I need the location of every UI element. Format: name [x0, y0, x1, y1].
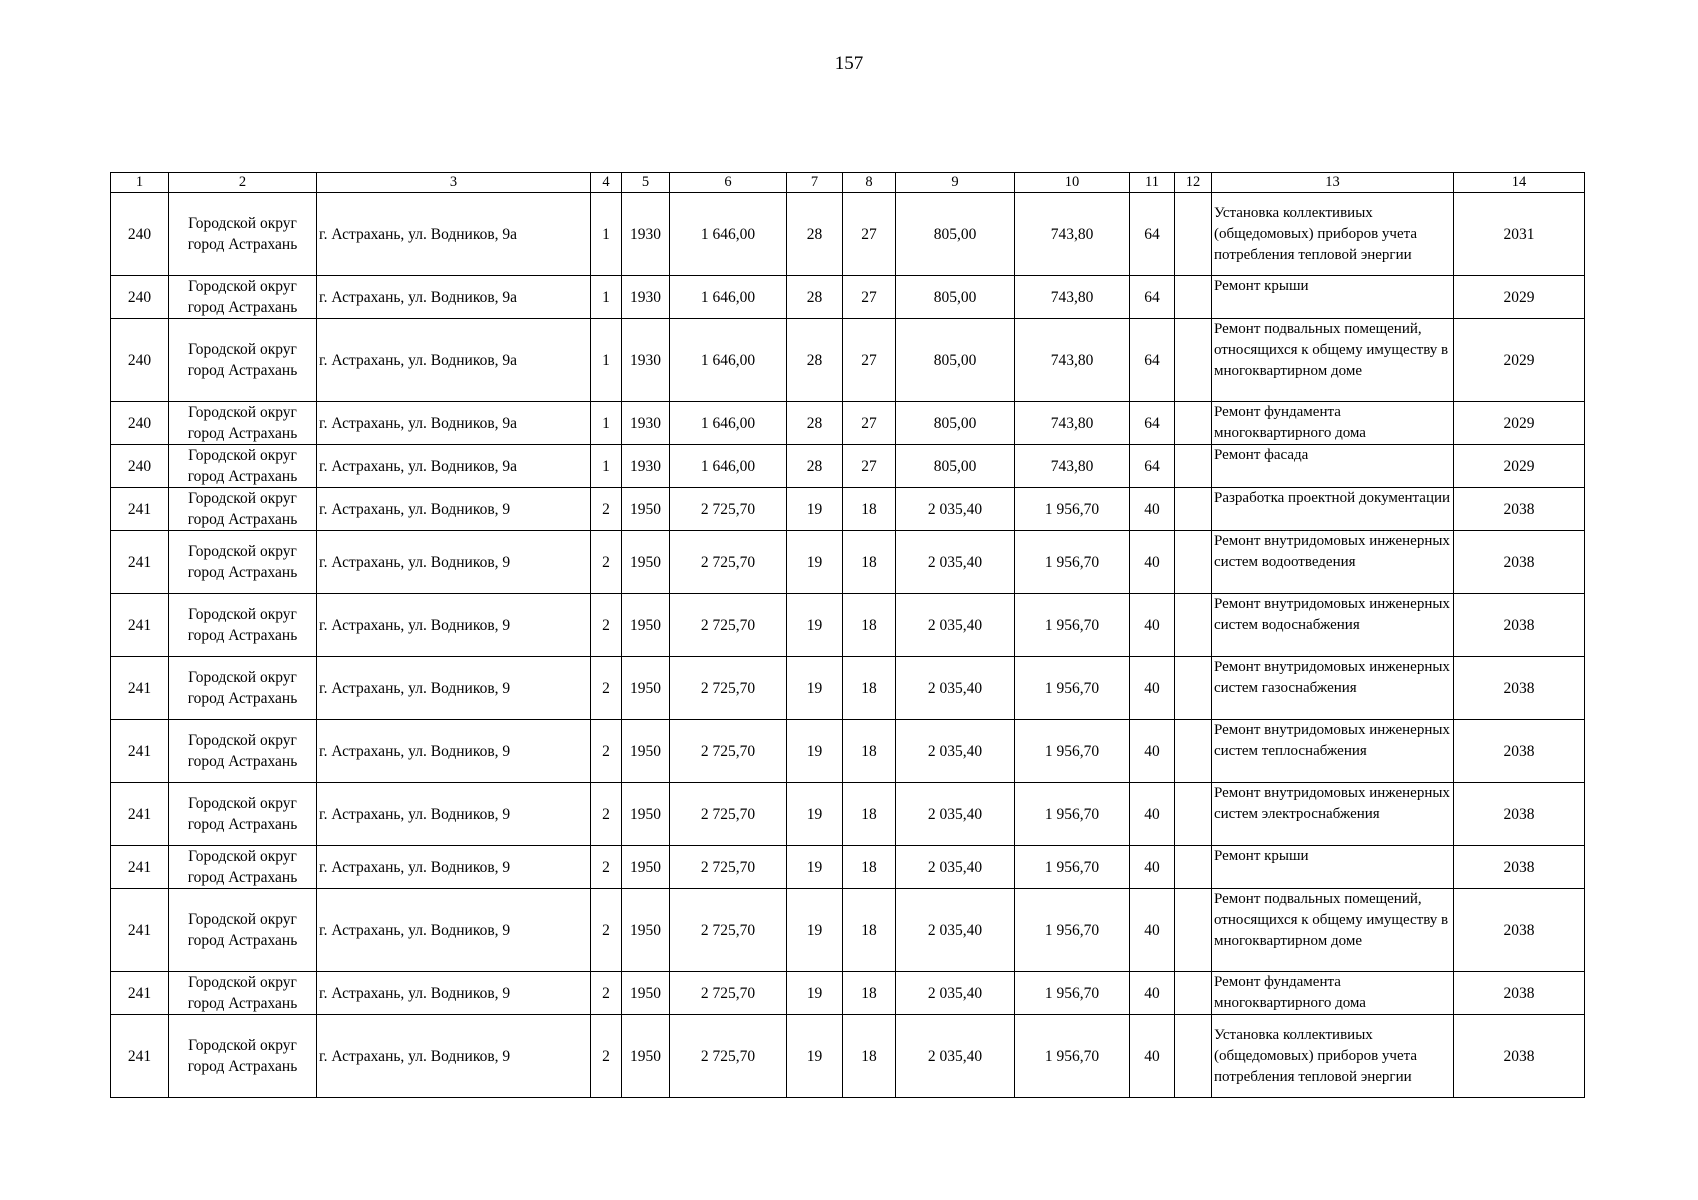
c8-cell: 27	[843, 319, 896, 402]
work-type-cell	[1212, 402, 1454, 445]
c9-cell: 805,00	[896, 445, 1015, 488]
c6-cell: 2 725,70	[670, 594, 787, 657]
row-number-cell: 241	[111, 846, 169, 889]
planned-year-cell: 2029	[1454, 402, 1585, 445]
work-type-cell	[1212, 720, 1454, 783]
address-cell: г. Астрахань, ул. Водников, 9	[317, 657, 591, 720]
municipality-cell	[169, 531, 317, 594]
work-type-text: Ремонт внутридомовых инженерных систем газоснабжения	[1214, 659, 1450, 696]
work-type-text: Ремонт внутридомовых инженерных систем водоотведения	[1214, 533, 1450, 570]
c4-cell: 2	[591, 889, 622, 972]
c4-cell: 1	[591, 402, 622, 445]
planned-year-cell: 2029	[1454, 319, 1585, 402]
table-row	[111, 594, 1585, 657]
c11-cell: 40	[1130, 531, 1175, 594]
table-row	[111, 1015, 1585, 1098]
work-type-text: Установка коллективиых (общедомовых) приборов учета потребления тепловой энергии	[1214, 205, 1417, 263]
c11-cell: 64	[1130, 319, 1175, 402]
year-built-cell: 1950	[622, 1015, 670, 1098]
c10-cell: 743,80	[1015, 276, 1130, 319]
c10-cell: 1 956,70	[1015, 720, 1130, 783]
c12-cell	[1175, 193, 1212, 276]
c7-cell: 28	[787, 319, 843, 402]
table-row	[111, 276, 1585, 319]
municipality-text: Городской округ город Астрахань	[187, 490, 298, 528]
c11-cell: 40	[1130, 720, 1175, 783]
c11-cell: 40	[1130, 594, 1175, 657]
c12-cell	[1175, 889, 1212, 972]
municipality-cell	[169, 276, 317, 319]
work-type-text: Ремонт внутридомовых инженерных систем теплоснабжения	[1214, 722, 1450, 759]
work-type-cell	[1212, 889, 1454, 972]
c12-cell	[1175, 783, 1212, 846]
year-built-cell: 1950	[622, 846, 670, 889]
address-cell: г. Астрахань, ул. Водников, 9	[317, 1015, 591, 1098]
c7-cell: 19	[787, 531, 843, 594]
work-type-text: Ремонт подвальных помещений, относящихся к общему имуществу в многоквартирном доме	[1214, 891, 1449, 949]
c9-cell: 805,00	[896, 319, 1015, 402]
planned-year-cell: 2038	[1454, 488, 1585, 531]
row-number-cell: 241	[111, 972, 169, 1015]
table-row	[111, 445, 1585, 488]
address-cell: г. Астрахань, ул. Водников, 9	[317, 783, 591, 846]
column-number-cell: 12	[1175, 173, 1212, 193]
c4-cell: 2	[591, 720, 622, 783]
year-built-cell: 1930	[622, 445, 670, 488]
c6-cell: 2 725,70	[670, 972, 787, 1015]
c9-cell: 2 035,40	[896, 889, 1015, 972]
work-type-cell	[1212, 319, 1454, 402]
c8-cell: 18	[843, 846, 896, 889]
municipality-cell	[169, 445, 317, 488]
c4-cell: 1	[591, 445, 622, 488]
c10-cell: 1 956,70	[1015, 972, 1130, 1015]
municipality-text: Городской округ город Астрахань	[187, 543, 298, 581]
work-type-cell	[1212, 846, 1454, 889]
c10-cell: 743,80	[1015, 319, 1130, 402]
municipality-cell	[169, 488, 317, 531]
row-number-cell: 241	[111, 488, 169, 531]
column-number-cell: 3	[317, 173, 591, 193]
c7-cell: 19	[787, 783, 843, 846]
c6-cell: 2 725,70	[670, 657, 787, 720]
c8-cell: 18	[843, 783, 896, 846]
address-cell: г. Астрахань, ул. Водников, 9а	[317, 193, 591, 276]
column-number-cell: 2	[169, 173, 317, 193]
work-type-text: Установка коллективиых (общедомовых) приборов учета потребления тепловой энергии	[1214, 1027, 1417, 1085]
municipality-cell	[169, 402, 317, 445]
c10-cell: 743,80	[1015, 402, 1130, 445]
c4-cell: 1	[591, 319, 622, 402]
c12-cell	[1175, 488, 1212, 531]
work-type-text: Ремонт крыши	[1214, 278, 1309, 294]
row-number-cell: 240	[111, 445, 169, 488]
work-type-text: Ремонт фасада	[1214, 447, 1309, 463]
repair-schedule-table	[110, 172, 1585, 1098]
c7-cell: 28	[787, 276, 843, 319]
address-cell: г. Астрахань, ул. Водников, 9	[317, 889, 591, 972]
c7-cell: 19	[787, 889, 843, 972]
c7-cell: 19	[787, 846, 843, 889]
municipality-cell	[169, 594, 317, 657]
table-row	[111, 193, 1585, 276]
planned-year-cell: 2038	[1454, 657, 1585, 720]
c7-cell: 28	[787, 193, 843, 276]
row-number-cell: 241	[111, 594, 169, 657]
c4-cell: 1	[591, 193, 622, 276]
c6-cell: 2 725,70	[670, 889, 787, 972]
work-type-cell	[1212, 594, 1454, 657]
c9-cell: 805,00	[896, 193, 1015, 276]
c8-cell: 27	[843, 402, 896, 445]
c6-cell: 2 725,70	[670, 846, 787, 889]
address-cell: г. Астрахань, ул. Водников, 9	[317, 531, 591, 594]
planned-year-cell: 2029	[1454, 276, 1585, 319]
municipality-text: Городской округ город Астрахань	[187, 669, 298, 707]
c9-cell: 805,00	[896, 276, 1015, 319]
c10-cell: 1 956,70	[1015, 657, 1130, 720]
c12-cell	[1175, 402, 1212, 445]
work-type-text: Ремонт внутридомовых инженерных систем водоснабжения	[1214, 596, 1450, 633]
table-row	[111, 531, 1585, 594]
c7-cell: 19	[787, 972, 843, 1015]
c10-cell: 1 956,70	[1015, 783, 1130, 846]
municipality-cell	[169, 846, 317, 889]
planned-year-cell: 2038	[1454, 889, 1585, 972]
c11-cell: 40	[1130, 783, 1175, 846]
table-row	[111, 402, 1585, 445]
municipality-text: Городской округ город Астрахань	[187, 795, 298, 833]
c6-cell: 1 646,00	[670, 445, 787, 488]
table-row	[111, 846, 1585, 889]
c12-cell	[1175, 319, 1212, 402]
c11-cell: 64	[1130, 193, 1175, 276]
table-row	[111, 720, 1585, 783]
c7-cell: 28	[787, 402, 843, 445]
c10-cell: 1 956,70	[1015, 488, 1130, 531]
c9-cell: 2 035,40	[896, 1015, 1015, 1098]
municipality-cell	[169, 972, 317, 1015]
c6-cell: 2 725,70	[670, 783, 787, 846]
planned-year-cell: 2038	[1454, 720, 1585, 783]
municipality-text: Городской округ город Астрахань	[187, 215, 298, 253]
c12-cell	[1175, 445, 1212, 488]
c12-cell	[1175, 657, 1212, 720]
column-number-cell: 14	[1454, 173, 1585, 193]
c9-cell: 2 035,40	[896, 846, 1015, 889]
year-built-cell: 1950	[622, 783, 670, 846]
c4-cell: 2	[591, 488, 622, 531]
municipality-text: Городской округ город Астрахань	[187, 278, 298, 316]
municipality-cell	[169, 193, 317, 276]
c8-cell: 27	[843, 445, 896, 488]
municipality-text: Городской округ город Астрахань	[187, 848, 298, 886]
address-cell: г. Астрахань, ул. Водников, 9а	[317, 445, 591, 488]
column-number-cell: 10	[1015, 173, 1130, 193]
municipality-text: Городской округ город Астрахань	[187, 447, 298, 485]
row-number-cell: 241	[111, 657, 169, 720]
row-number-cell: 241	[111, 889, 169, 972]
c8-cell: 18	[843, 720, 896, 783]
table-row	[111, 657, 1585, 720]
c7-cell: 28	[787, 445, 843, 488]
row-number-cell: 241	[111, 783, 169, 846]
planned-year-cell: 2038	[1454, 972, 1585, 1015]
c4-cell: 2	[591, 1015, 622, 1098]
c4-cell: 2	[591, 531, 622, 594]
c6-cell: 1 646,00	[670, 193, 787, 276]
c12-cell	[1175, 594, 1212, 657]
c10-cell: 743,80	[1015, 193, 1130, 276]
year-built-cell: 1950	[622, 594, 670, 657]
municipality-text: Городской округ город Астрахань	[187, 974, 298, 1012]
row-number-cell: 240	[111, 193, 169, 276]
table-row	[111, 488, 1585, 531]
table-row	[111, 972, 1585, 1015]
municipality-text: Городской округ город Астрахань	[187, 404, 298, 442]
year-built-cell: 1950	[622, 720, 670, 783]
repair-schedule-table-wrap	[110, 172, 1585, 1098]
c4-cell: 2	[591, 846, 622, 889]
planned-year-cell: 2029	[1454, 445, 1585, 488]
work-type-cell	[1212, 783, 1454, 846]
c4-cell: 2	[591, 657, 622, 720]
c12-cell	[1175, 972, 1212, 1015]
work-type-text: Ремонт внутридомовых инженерных систем электроснабжения	[1214, 785, 1450, 822]
column-number-cell: 6	[670, 173, 787, 193]
planned-year-cell: 2038	[1454, 783, 1585, 846]
column-number-cell: 13	[1212, 173, 1454, 193]
column-number-cell: 7	[787, 173, 843, 193]
c8-cell: 18	[843, 594, 896, 657]
municipality-text: Городской округ город Астрахань	[187, 341, 298, 379]
c7-cell: 19	[787, 594, 843, 657]
c6-cell: 1 646,00	[670, 402, 787, 445]
municipality-text: Городской округ город Астрахань	[187, 606, 298, 644]
work-type-cell	[1212, 1015, 1454, 1098]
year-built-cell: 1950	[622, 972, 670, 1015]
c9-cell: 2 035,40	[896, 531, 1015, 594]
work-type-cell	[1212, 488, 1454, 531]
column-number-cell: 1	[111, 173, 169, 193]
c8-cell: 18	[843, 889, 896, 972]
work-type-cell	[1212, 531, 1454, 594]
c12-cell	[1175, 276, 1212, 319]
c10-cell: 1 956,70	[1015, 531, 1130, 594]
c10-cell: 1 956,70	[1015, 594, 1130, 657]
address-cell: г. Астрахань, ул. Водников, 9	[317, 594, 591, 657]
c9-cell: 2 035,40	[896, 783, 1015, 846]
c6-cell: 2 725,70	[670, 1015, 787, 1098]
municipality-cell	[169, 783, 317, 846]
municipality-cell	[169, 657, 317, 720]
c7-cell: 19	[787, 488, 843, 531]
municipality-cell	[169, 319, 317, 402]
c6-cell: 1 646,00	[670, 319, 787, 402]
year-built-cell: 1950	[622, 531, 670, 594]
table-row	[111, 889, 1585, 972]
municipality-cell	[169, 889, 317, 972]
c11-cell: 64	[1130, 402, 1175, 445]
c7-cell: 19	[787, 720, 843, 783]
column-number-cell: 8	[843, 173, 896, 193]
address-cell: г. Астрахань, ул. Водников, 9	[317, 846, 591, 889]
work-type-cell	[1212, 657, 1454, 720]
row-number-cell: 241	[111, 720, 169, 783]
municipality-text: Городской округ город Астрахань	[187, 732, 298, 770]
c9-cell: 2 035,40	[896, 972, 1015, 1015]
table-row	[111, 319, 1585, 402]
c10-cell: 1 956,70	[1015, 1015, 1130, 1098]
c11-cell: 64	[1130, 445, 1175, 488]
planned-year-cell: 2031	[1454, 193, 1585, 276]
row-number-cell: 240	[111, 276, 169, 319]
c9-cell: 2 035,40	[896, 720, 1015, 783]
year-built-cell: 1950	[622, 889, 670, 972]
work-type-cell	[1212, 972, 1454, 1015]
c4-cell: 2	[591, 594, 622, 657]
column-number-cell: 9	[896, 173, 1015, 193]
c11-cell: 40	[1130, 846, 1175, 889]
year-built-cell: 1930	[622, 319, 670, 402]
planned-year-cell: 2038	[1454, 846, 1585, 889]
work-type-text: Ремонт фундамента многоквартирного дома	[1214, 974, 1366, 1011]
year-built-cell: 1930	[622, 402, 670, 445]
c6-cell: 2 725,70	[670, 488, 787, 531]
c11-cell: 64	[1130, 276, 1175, 319]
c12-cell	[1175, 846, 1212, 889]
c12-cell	[1175, 720, 1212, 783]
c10-cell: 1 956,70	[1015, 889, 1130, 972]
column-number-row	[111, 173, 1585, 193]
year-built-cell: 1950	[622, 657, 670, 720]
c6-cell: 2 725,70	[670, 720, 787, 783]
work-type-cell	[1212, 276, 1454, 319]
c9-cell: 2 035,40	[896, 657, 1015, 720]
work-type-cell	[1212, 445, 1454, 488]
address-cell: г. Астрахань, ул. Водников, 9а	[317, 276, 591, 319]
c7-cell: 19	[787, 657, 843, 720]
work-type-text: Ремонт подвальных помещений, относящихся к общему имуществу в многоквартирном доме	[1214, 321, 1449, 379]
c11-cell: 40	[1130, 889, 1175, 972]
municipality-cell	[169, 1015, 317, 1098]
c12-cell	[1175, 1015, 1212, 1098]
c8-cell: 18	[843, 972, 896, 1015]
column-number-cell: 5	[622, 173, 670, 193]
c4-cell: 2	[591, 783, 622, 846]
c11-cell: 40	[1130, 1015, 1175, 1098]
column-number-cell: 4	[591, 173, 622, 193]
c8-cell: 27	[843, 276, 896, 319]
address-cell: г. Астрахань, ул. Водников, 9а	[317, 402, 591, 445]
municipality-cell	[169, 720, 317, 783]
column-number-cell: 11	[1130, 173, 1175, 193]
row-number-cell: 241	[111, 531, 169, 594]
year-built-cell: 1950	[622, 488, 670, 531]
address-cell: г. Астрахань, ул. Водников, 9а	[317, 319, 591, 402]
municipality-text: Городской округ город Астрахань	[187, 911, 298, 949]
planned-year-cell: 2038	[1454, 1015, 1585, 1098]
c4-cell: 1	[591, 276, 622, 319]
work-type-text: Ремонт крыши	[1214, 848, 1309, 864]
planned-year-cell: 2038	[1454, 531, 1585, 594]
page-number: 157	[834, 53, 864, 74]
c4-cell: 2	[591, 972, 622, 1015]
c9-cell: 2 035,40	[896, 488, 1015, 531]
c8-cell: 27	[843, 193, 896, 276]
c8-cell: 18	[843, 531, 896, 594]
year-built-cell: 1930	[622, 193, 670, 276]
c11-cell: 40	[1130, 488, 1175, 531]
year-built-cell: 1930	[622, 276, 670, 319]
c7-cell: 19	[787, 1015, 843, 1098]
c8-cell: 18	[843, 657, 896, 720]
row-number-cell: 241	[111, 1015, 169, 1098]
c8-cell: 18	[843, 1015, 896, 1098]
c9-cell: 2 035,40	[896, 594, 1015, 657]
planned-year-cell: 2038	[1454, 594, 1585, 657]
work-type-text: Ремонт фундамента многоквартирного дома	[1214, 404, 1366, 441]
municipality-text: Городской округ город Астрахань	[187, 1037, 298, 1075]
row-number-cell: 240	[111, 402, 169, 445]
work-type-text: Разработка проектной документации	[1214, 490, 1451, 506]
c10-cell: 1 956,70	[1015, 846, 1130, 889]
c10-cell: 743,80	[1015, 445, 1130, 488]
c12-cell	[1175, 531, 1212, 594]
c6-cell: 2 725,70	[670, 531, 787, 594]
c9-cell: 805,00	[896, 402, 1015, 445]
row-number-cell: 240	[111, 319, 169, 402]
address-cell: г. Астрахань, ул. Водников, 9	[317, 720, 591, 783]
c11-cell: 40	[1130, 657, 1175, 720]
c6-cell: 1 646,00	[670, 276, 787, 319]
table-row	[111, 783, 1585, 846]
c11-cell: 40	[1130, 972, 1175, 1015]
c8-cell: 18	[843, 488, 896, 531]
work-type-cell	[1212, 193, 1454, 276]
address-cell: г. Астрахань, ул. Водников, 9	[317, 488, 591, 531]
address-cell: г. Астрахань, ул. Водников, 9	[317, 972, 591, 1015]
